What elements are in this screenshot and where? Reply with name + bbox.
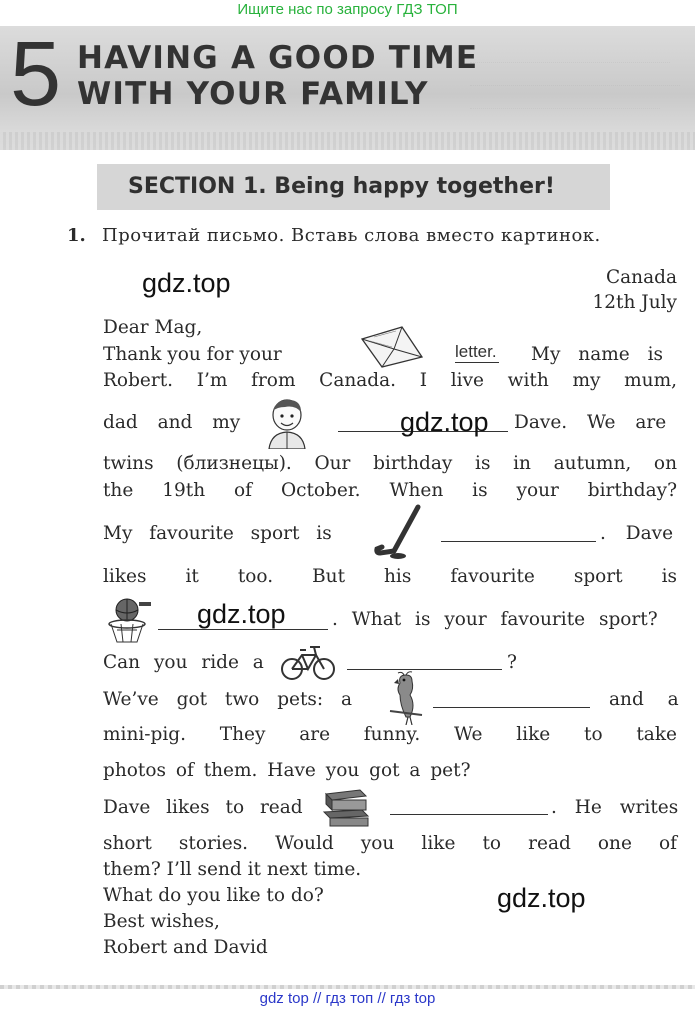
letter-line-15: them? I’ll send it next time. [103, 859, 362, 880]
letter-line-16: What do you like to do? [103, 885, 324, 906]
letter-closing: Best wishes, [103, 911, 220, 932]
top-banner[interactable]: Ищите нас по запросу ГДЗ ТОП [237, 1, 458, 18]
blank-transport[interactable] [347, 668, 502, 670]
letter-greeting: Dear Mag, [103, 317, 203, 338]
blank-reading[interactable] [390, 813, 548, 815]
task-instruction: Прочитай письмо. Вставь слова вместо картинок. [102, 225, 601, 246]
parrot-icon [386, 671, 426, 725]
watermark: gdz.top [400, 407, 489, 437]
letter-line-1b: My name is [531, 344, 664, 365]
letter-line-2: Robert. I’m from Canada. I live with my mum, [103, 370, 677, 391]
section-title: SECTION 1. Being happy together! [128, 174, 555, 199]
letter-line-10b: and a [609, 689, 679, 710]
books-icon [320, 788, 372, 828]
letter-line-9b: ? [507, 652, 517, 673]
task-number: 1. [67, 225, 86, 246]
watermark: gdz.top [197, 599, 286, 629]
letter-signature: Robert and David [103, 937, 268, 958]
watermark: gdz.top [142, 268, 231, 298]
letter-line-11: mini-pig. They are funny. We like to take [103, 724, 677, 745]
letter-line-8: . What is your favourite sport? [332, 609, 658, 630]
chapter-title-line-2: WITH YOUR FAMILY [77, 76, 429, 112]
letter-line-10a: We’ve got two pets: a [103, 689, 353, 710]
letter-line-12: photos of them. Have you got a pet? [103, 760, 471, 781]
basketball-icon [103, 596, 155, 648]
letter-date: 12th July [592, 292, 677, 313]
watermark: gdz.top [497, 883, 586, 913]
hockey-stick-icon [372, 503, 426, 561]
chapter-title [77, 40, 478, 112]
letter-line-13b: . He writes [551, 797, 679, 818]
blank-pet[interactable] [433, 706, 590, 708]
letter-line-13a: Dave likes to read [103, 797, 303, 818]
bottom-banner[interactable]: gdz top // гдз топ // гдз top [259, 990, 436, 1007]
letter-line-14: short stories. Would you like to read one of [103, 833, 677, 854]
letter-line-7: likes it too. But his favourite sport is [103, 566, 677, 587]
letter-line-4: twins (близнецы). Our birthday is in autumn, on [103, 453, 677, 474]
letter-line-1a: Thank you for your [103, 344, 282, 365]
bicycle-icon [280, 641, 336, 683]
letter-line-5: the 19th of October. When is your birthday? [103, 480, 677, 501]
chapter-title-line-1: HAVING A GOOD TIME [77, 40, 479, 76]
letter-line-9a: Can you ride a [103, 652, 264, 673]
answer-letter: letter. [455, 342, 497, 361]
page-bottom-edge [0, 985, 695, 989]
brother-icon [263, 397, 311, 449]
envelope-icon [358, 323, 426, 369]
letter-place: Canada [605, 267, 677, 288]
letter-line-3b: Dave. We are [514, 412, 667, 433]
letter-line-3a: dad and my [103, 412, 241, 433]
letter-line-6a: My favourite sport is [103, 523, 332, 544]
blank-favourite-sport[interactable] [441, 540, 596, 542]
chapter-number: 5 [10, 23, 62, 125]
letter-line-6b: . Dave [600, 523, 674, 544]
bleed-through-texture [470, 40, 695, 109]
